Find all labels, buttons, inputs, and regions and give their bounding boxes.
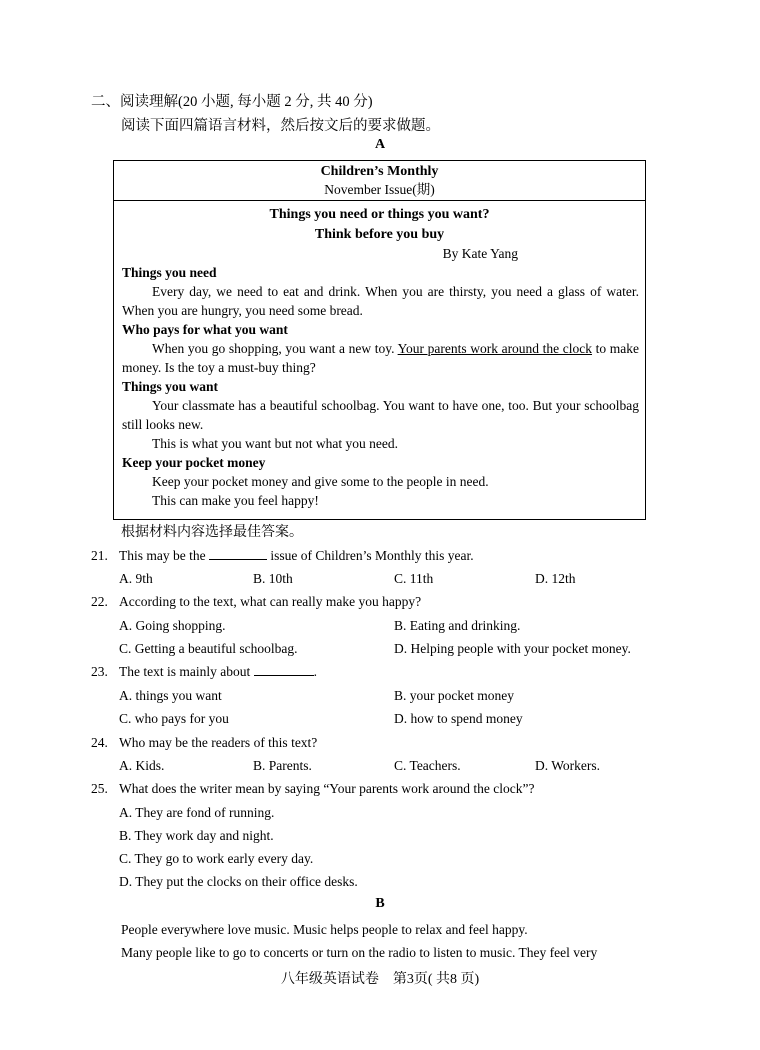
option-23b: B. your pocket money	[394, 688, 514, 703]
question-number: 21.	[91, 548, 108, 563]
option-24a: A. Kids.	[119, 758, 165, 773]
section-instruction: 阅读下面四篇语言材料，然后按文后的要求做题。	[121, 118, 440, 134]
question-text-after: .	[313, 664, 317, 679]
underlined-phrase: Your parents work around the clock	[397, 341, 593, 356]
article-body	[114, 201, 645, 510]
article-title-2: Think before you buy	[314, 226, 445, 242]
option-21b: B. 10th	[253, 571, 293, 586]
question-number: 23.	[91, 664, 108, 679]
passage-b-line-2: Many people like to go to concerts or turn on the radio to listen to music. They feel very	[121, 945, 598, 960]
question-text: The text is mainly about	[119, 664, 254, 679]
option-25d: D. They put the clocks on their office desks.	[119, 874, 358, 889]
question-text: This may be the	[119, 548, 209, 563]
question-text: What does the writer mean by saying “Your parents work around the clock”?	[119, 781, 535, 796]
question-number: 25.	[91, 781, 108, 796]
option-23c: C. who pays for you	[119, 711, 229, 726]
option-25c: C. They go to work early every day.	[119, 851, 314, 866]
passage-b-line-1: People everywhere love music. Music helps people to relax and feel happy.	[121, 922, 528, 937]
passage-b-letter: B	[375, 896, 385, 911]
question-text: Who may be the readers of this text?	[119, 735, 318, 750]
option-22c: C. Getting a beautiful schoolbag.	[119, 641, 298, 656]
section-heading-pocket: Keep your pocket money	[122, 455, 266, 470]
page-footer: 八年级英语试卷 第3页( 共8 页)	[280, 972, 480, 987]
section-text-pocket-2: This can make you feel happy!	[152, 493, 319, 508]
section-text-needs: Every day, we need to eat and drink. When you are thirsty, you need a glass of water. When you are hungry, you need some bread.	[122, 284, 639, 318]
magazine-title: Children’s Monthly	[320, 164, 439, 179]
option-23a: A. things you want	[119, 688, 222, 703]
article-author: By Kate Yang	[442, 246, 518, 261]
magazine-issue: November Issue(期)	[324, 182, 435, 197]
article-title-1: Things you need or things you want?	[269, 207, 490, 222]
question-number: 24.	[91, 735, 108, 750]
question-text-after: issue of Children’s Monthly this year.	[266, 548, 474, 563]
question-24	[91, 731, 317, 754]
option-21d: D. 12th	[535, 571, 576, 586]
option-22d: D. Helping people with your pocket money.	[394, 641, 631, 656]
answer-blank	[254, 663, 314, 676]
section-heading-who-pays: Who pays for what you want	[122, 322, 288, 337]
section-text-pocket: Keep your pocket money and give some to the people in need.	[152, 474, 489, 489]
section-heading-wants: Things you want	[122, 379, 219, 394]
option-24d: D. Workers.	[535, 758, 601, 773]
option-21a: A. 9th	[119, 571, 153, 586]
option-24b: B. Parents.	[253, 758, 312, 773]
option-25a: A. They are fond of running.	[119, 805, 275, 820]
option-22a: A. Going shopping.	[119, 618, 226, 633]
question-25	[91, 777, 535, 800]
section-heading: 二、阅读理解(20 小题, 每小题 2 分, 共 40 分)	[91, 94, 373, 110]
section-heading-needs: Things you need	[122, 265, 217, 280]
option-21c: C. 11th	[394, 571, 434, 586]
section-text-wants-2: This is what you want but not what you need.	[152, 436, 398, 451]
magazine-header	[114, 161, 645, 201]
passage-a-box	[113, 160, 646, 520]
who-pays-text-after: to make money. Is the toy a must-buy thing?	[122, 341, 639, 375]
question-number: 22.	[91, 594, 108, 609]
question-instruction: 根据材料内容选择最佳答案。	[121, 525, 303, 540]
who-pays-text-before: When you go shopping, you want a new toy.	[152, 341, 398, 356]
section-text-who-pays	[114, 339, 645, 377]
section-text-wants: Your classmate has a beautiful schoolbag. You want to have one, too. But your schoolbag still looks new.	[122, 398, 639, 432]
question-21	[91, 544, 474, 567]
option-22b: B. Eating and drinking.	[394, 618, 521, 633]
option-24c: C. Teachers.	[394, 758, 461, 773]
passage-a-letter: A	[374, 137, 386, 152]
option-25b: B. They work day and night.	[119, 828, 274, 843]
option-23d: D. how to spend money	[394, 711, 523, 726]
question-23	[91, 660, 317, 683]
answer-blank	[209, 547, 267, 560]
question-22	[91, 590, 421, 613]
question-text: According to the text, what can really make you happy?	[119, 594, 422, 609]
